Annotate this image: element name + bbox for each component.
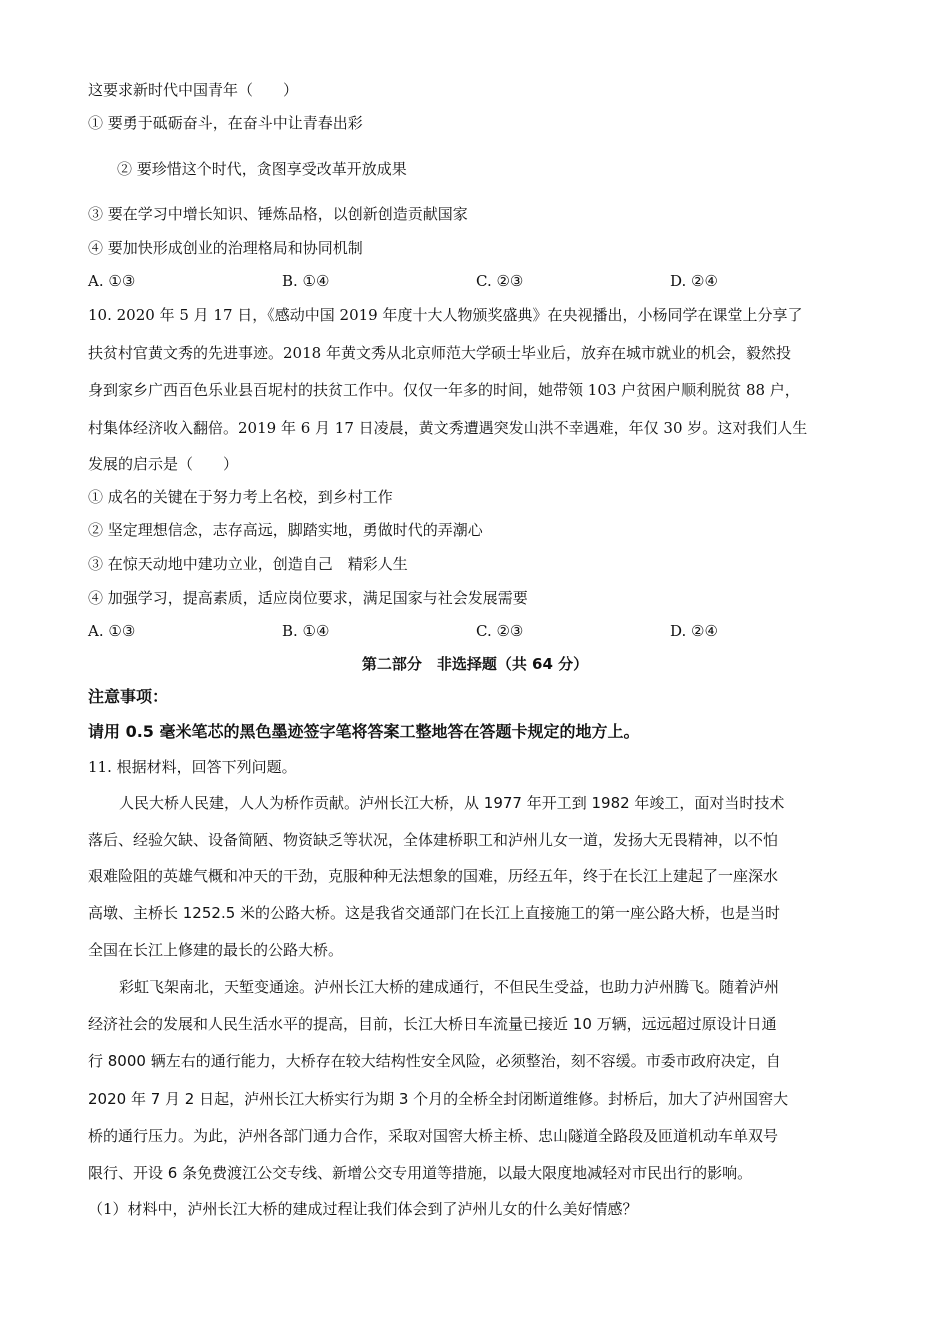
q11-para2-line-5: 桥的通行压力。为此，泸州各部门通力合作，采取对国窖大桥主桥、忠山隧道全路段及匝道机动车单双号 (88, 1127, 779, 1145)
q9-option-c: C. ②③ (476, 272, 524, 290)
q10-option-c: C. ②③ (476, 622, 524, 640)
notice-text: 请用 0.5 毫米笔芯的黑色墨迹签字笔将答案工整地答在答题卡规定的地方上。 (88, 722, 640, 741)
q10-item-1: ① 成名的关键在于努力考上名校，到乡村工作 (88, 488, 393, 506)
q11-stem: 11. 根据材料，回答下列问题。 (88, 758, 297, 776)
q11-para2-line-4: 2020 年 7 月 2 日起，泸州长江大桥实行为期 3 个月的全桥全封闭断道维修。封桥后，加大了泸州国窖大 (88, 1090, 789, 1108)
q11-para2-line-3: 行 8000 辆左右的通行能力，大桥存在较大结构性安全风险，必须整治，刻不容缓。市委市政府决定，自 (88, 1052, 781, 1070)
q10-options (88, 621, 788, 641)
q11-para2-line-2: 经济社会的发展和人民生活水平的提高，目前，长江大桥日车流量已接近 10 万辆，远远超过原设计日通 (88, 1015, 777, 1033)
q9-item-3: ③ 要在学习中增长知识、锤炼品格，以创新创造贡献国家 (88, 205, 468, 223)
q10-option-d: D. ②④ (670, 622, 718, 640)
q10-item-2: ② 坚定理想信念，志存高远，脚踏实地，勇做时代的弄潮心 (88, 521, 483, 539)
q10-item-3: ③ 在惊天动地中建功立业，创造自己 精彩人生 (88, 555, 408, 573)
q10-option-a: A. ①③ (88, 622, 136, 640)
q9-item-4: ④ 要加快形成创业的治理格局和协同机制 (88, 239, 363, 257)
q9-item-1: ① 要勇于砥砺奋斗，在奋斗中让青春出彩 (88, 114, 363, 132)
q9-option-b: B. ①④ (282, 272, 330, 290)
q11-para2-line-1: 彩虹飞架南北，天堑变通途。泸州长江大桥的建成通行，不但民生受益，也助力泸州腾飞。随着泸州 (119, 978, 780, 996)
part2-title: 第二部分 非选择题（共 64 分） (361, 655, 589, 673)
q11-para2-line-6: 限行、开设 6 条免费渡江公交专线、新增公交专用道等措施，以最大限度地减轻对市民出行的影响。 (88, 1164, 753, 1182)
q11-para1-line-2: 落后、经验欠缺、设备简陋、物资缺乏等状况，全体建桥职工和泸州儿女一道，发扬大无畏精神，以不怕 (88, 831, 779, 849)
q9-option-d: D. ②④ (670, 272, 718, 290)
notice-title: 注意事项： (88, 687, 169, 706)
q11-para1-line-3: 艰难险阻的英雄气概和冲天的干劲，克服种种无法想象的国难，历经五年，终于在长江上建起了一座深水 (88, 867, 779, 885)
q10-line-1: 10. 2020 年 5 月 17 日，《感动中国 2019 年度十大人物颁奖盛典》在央视播出，小杨同学在课堂上分享了 (88, 306, 803, 324)
q10-line-3: 身到家乡广西百色乐业县百坭村的扶贫工作中。仅仅一年多的时间，她带领 103 户贫困户顺利脱贫 88 户， (88, 381, 800, 399)
q10-option-b: B. ①④ (282, 622, 330, 640)
q11-para1-line-1: 人民大桥人民建，人人为桥作贡献。泸州长江大桥，从 1977 年开工到 1982 年竣工，面对当时技术 (119, 794, 785, 812)
q9-option-a: A. ①③ (88, 272, 136, 290)
q9-options (88, 271, 788, 291)
q10-line-2: 扶贫村官黄文秀的先进事迹。2018 年黄文秀从北京师范大学硕士毕业后，放弃在城市就业的机会，毅然投 (88, 344, 791, 362)
q11-para1-line-4: 高墩、主桥长 1252.5 米的公路大桥。这是我省交通部门在长江上直接施工的第一座公路大桥，也是当时 (88, 904, 781, 922)
q11-sub-question-1: （1）材料中，泸州长江大桥的建成过程让我们体会到了泸州儿女的什么美好情感？ (88, 1200, 638, 1218)
q10-line-5: 发展的启示是（ ） (88, 455, 239, 473)
q10-item-4: ④ 加强学习，提高素质，适应岗位要求，满足国家与社会发展需要 (88, 589, 528, 607)
q9-item-2: ② 要珍惜这个时代，贪图享受改革开放成果 (117, 160, 407, 178)
q10-line-4: 村集体经济收入翻倍。2019 年 6 月 17 日凌晨，黄文秀遭遇突发山洪不幸遇难，年仅 30 岁。这对我们人生 (88, 419, 808, 437)
q9-stem: 这要求新时代中国青年（ ） (88, 81, 299, 99)
q11-para1-line-5: 全国在长江上修建的最长的公路大桥。 (88, 941, 344, 959)
